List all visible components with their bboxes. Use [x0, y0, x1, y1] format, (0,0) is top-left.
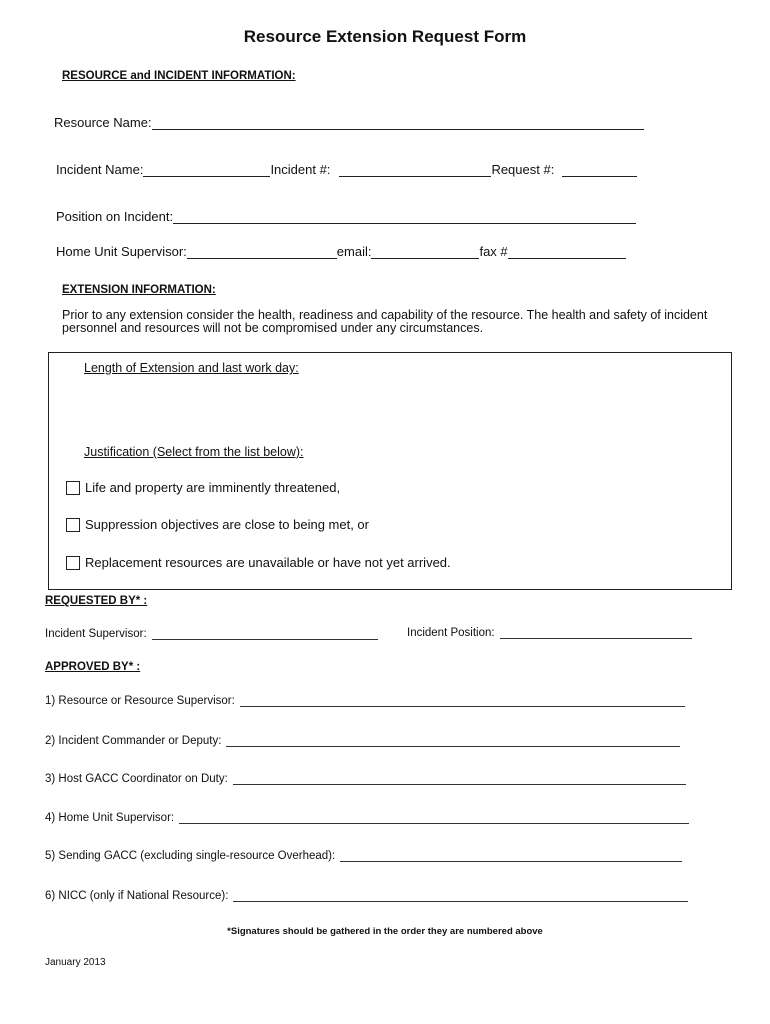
resource-section-heading: RESOURCE and INCIDENT INFORMATION:: [62, 70, 296, 82]
extension-paragraph: Prior to any extension consider the health, readiness and capability of the resource. The health and safety of incident personnel and resources will not be compromised under any circumstances.: [62, 308, 708, 335]
approval-row: [45, 694, 685, 707]
incident-number-label: Incident #:: [270, 162, 331, 177]
option-label: Replacement resources are unavailable or have not yet arrived.: [85, 555, 451, 570]
fax-input[interactable]: [508, 244, 626, 259]
approval-label: 1) Resource or Resource Supervisor:: [45, 695, 235, 707]
incident-name-label: Incident Name:: [56, 162, 144, 177]
approval-row: [45, 849, 682, 862]
option-suppression[interactable]: [66, 517, 369, 532]
approval-label: 6) NICC (only if National Resource):: [45, 890, 229, 902]
option-life-property[interactable]: [66, 480, 340, 495]
requested-section-heading: REQUESTED BY* :: [45, 595, 148, 607]
form-title: Resource Extension Request Form: [243, 27, 527, 46]
justification-label: Justification (Select from the list below):: [84, 445, 304, 459]
incident-row: [56, 162, 637, 177]
resource-name-input[interactable]: [152, 115, 644, 130]
resource-name-label: Resource Name:: [54, 115, 152, 130]
option-label: Suppression objectives are close to being met, or: [85, 517, 369, 532]
approval-signature-input[interactable]: [240, 694, 685, 707]
option-label: Life and property are imminently threatened,: [85, 480, 341, 495]
approval-label: 3) Host GACC Coordinator on Duty:: [45, 773, 228, 785]
extension-section-heading: EXTENSION INFORMATION:: [62, 284, 216, 296]
email-label: email:: [336, 244, 372, 259]
checkbox[interactable]: [66, 481, 80, 495]
approval-label: 2) Incident Commander or Deputy:: [45, 735, 222, 747]
approval-signature-input[interactable]: [233, 889, 688, 902]
approval-label: 4) Home Unit Supervisor:: [45, 812, 175, 824]
incident-supervisor-label: Incident Supervisor:: [45, 628, 147, 640]
checkbox[interactable]: [66, 556, 80, 570]
approval-signature-input[interactable]: [340, 849, 682, 862]
home-unit-supervisor-label: Home Unit Supervisor:: [56, 244, 187, 259]
approval-signature-input[interactable]: [226, 734, 680, 747]
request-number-input[interactable]: [562, 162, 637, 177]
resource-name-field: [54, 115, 644, 130]
approved-section-heading: APPROVED BY* :: [45, 661, 141, 673]
incident-supervisor-field: [45, 627, 378, 640]
position-label: Position on Incident:: [56, 209, 174, 224]
position-input[interactable]: [173, 209, 636, 224]
form-date: January 2013: [45, 957, 106, 968]
incident-name-input[interactable]: [143, 162, 270, 177]
home-unit-supervisor-input[interactable]: [187, 244, 337, 259]
approval-row: [45, 811, 689, 824]
incident-position-label: Incident Position:: [407, 627, 495, 639]
fax-label: fax #: [479, 244, 508, 259]
email-input[interactable]: [371, 244, 479, 259]
signature-footnote: *Signatures should be gathered in the order they are numbered above: [227, 926, 543, 937]
incident-supervisor-input[interactable]: [152, 627, 378, 640]
request-number-label: Request #:: [491, 162, 555, 177]
incident-number-input[interactable]: [339, 162, 491, 177]
approval-signature-input[interactable]: [179, 811, 689, 824]
option-replacement[interactable]: [66, 555, 451, 570]
checkbox[interactable]: [66, 518, 80, 532]
supervisor-row: [56, 244, 626, 259]
approval-row: [45, 889, 688, 902]
approval-row: [45, 734, 680, 747]
incident-position-field: [407, 626, 692, 639]
approval-label: 5) Sending GACC (excluding single-resource Overhead):: [45, 850, 336, 862]
extension-box: [48, 352, 732, 590]
position-field: [56, 209, 636, 224]
approval-row: [45, 772, 686, 785]
incident-position-input[interactable]: [500, 626, 692, 639]
approval-signature-input[interactable]: [233, 772, 686, 785]
length-of-extension-label: Length of Extension and last work day:: [84, 361, 299, 375]
